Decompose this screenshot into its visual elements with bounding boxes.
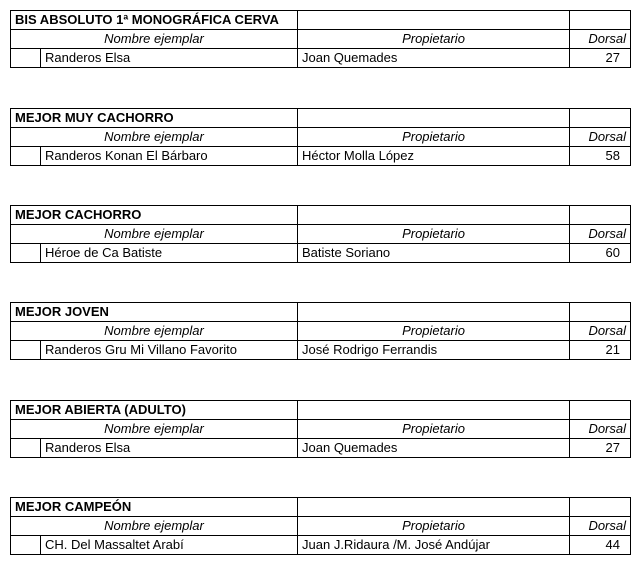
empty-cell [298,498,570,517]
empty-cell [570,11,631,30]
owner-name: Héctor Molla López [298,147,570,166]
empty-cell [570,303,631,322]
empty-cell [11,147,41,166]
empty-cell [570,109,631,128]
award-title: MEJOR CAMPEÓN [11,498,298,517]
header-owner: Propietario [298,420,570,439]
dorsal-number: 44 [570,536,631,555]
column-header-row [11,128,631,147]
empty-cell [298,109,570,128]
table-row [11,49,631,68]
header-dorsal: Dorsal [570,322,631,341]
owner-name: Batiste Soriano [298,244,570,263]
dorsal-number: 58 [570,147,631,166]
award-table [10,10,630,68]
table-row [11,341,631,360]
dog-name: Héroe de Ca Batiste [41,244,298,263]
header-dorsal: Dorsal [570,517,631,536]
award-table [10,302,630,360]
empty-cell [11,439,41,458]
header-owner: Propietario [298,517,570,536]
award-table [10,497,630,555]
header-name: Nombre ejemplar [11,225,298,244]
column-header-row [11,322,631,341]
award-title-row [11,206,631,225]
award-title-row [11,401,631,420]
empty-cell [11,536,41,555]
header-name: Nombre ejemplar [11,30,298,49]
column-header-row [11,30,631,49]
award-table [10,108,630,166]
award-title-row [11,498,631,517]
owner-name: Joan Quemades [298,439,570,458]
award-table [10,400,630,458]
empty-cell [298,206,570,225]
header-name: Nombre ejemplar [11,322,298,341]
column-header-row [11,225,631,244]
empty-cell [298,11,570,30]
header-name: Nombre ejemplar [11,128,298,147]
empty-cell [570,401,631,420]
empty-cell [570,498,631,517]
award-title: MEJOR ABIERTA (ADULTO) [11,401,298,420]
empty-cell [570,206,631,225]
dorsal-number: 27 [570,49,631,68]
header-dorsal: Dorsal [570,225,631,244]
owner-name: José Rodrigo Ferrandis [298,341,570,360]
column-header-row [11,517,631,536]
owner-name: Juan J.Ridaura /M. José Andújar [298,536,570,555]
table-row [11,536,631,555]
empty-cell [298,303,570,322]
owner-name: Joan Quemades [298,49,570,68]
empty-cell [11,49,41,68]
header-owner: Propietario [298,225,570,244]
header-name: Nombre ejemplar [11,517,298,536]
table-row [11,244,631,263]
header-owner: Propietario [298,128,570,147]
header-dorsal: Dorsal [570,420,631,439]
empty-cell [298,401,570,420]
dog-name: CH. Del Massaltet Arabí [41,536,298,555]
empty-cell [11,341,41,360]
dog-name: Randeros Elsa [41,439,298,458]
header-owner: Propietario [298,322,570,341]
column-header-row [11,420,631,439]
dorsal-number: 27 [570,439,631,458]
award-table [10,205,630,263]
dog-name: Randeros Elsa [41,49,298,68]
dorsal-number: 60 [570,244,631,263]
dog-name: Randeros Gru Mi Villano Favorito [41,341,298,360]
award-title: MEJOR MUY CACHORRO [11,109,298,128]
award-title: MEJOR JOVEN [11,303,298,322]
dorsal-number: 21 [570,341,631,360]
table-row [11,439,631,458]
award-title-row [11,109,631,128]
award-title-row [11,11,631,30]
header-dorsal: Dorsal [570,128,631,147]
header-dorsal: Dorsal [570,30,631,49]
header-name: Nombre ejemplar [11,420,298,439]
header-owner: Propietario [298,30,570,49]
empty-cell [11,244,41,263]
award-title-row [11,303,631,322]
dog-name: Randeros Konan El Bárbaro [41,147,298,166]
table-row [11,147,631,166]
award-title: MEJOR CACHORRO [11,206,298,225]
award-title: BIS ABSOLUTO 1ª MONOGRÁFICA CERVA [11,11,298,30]
